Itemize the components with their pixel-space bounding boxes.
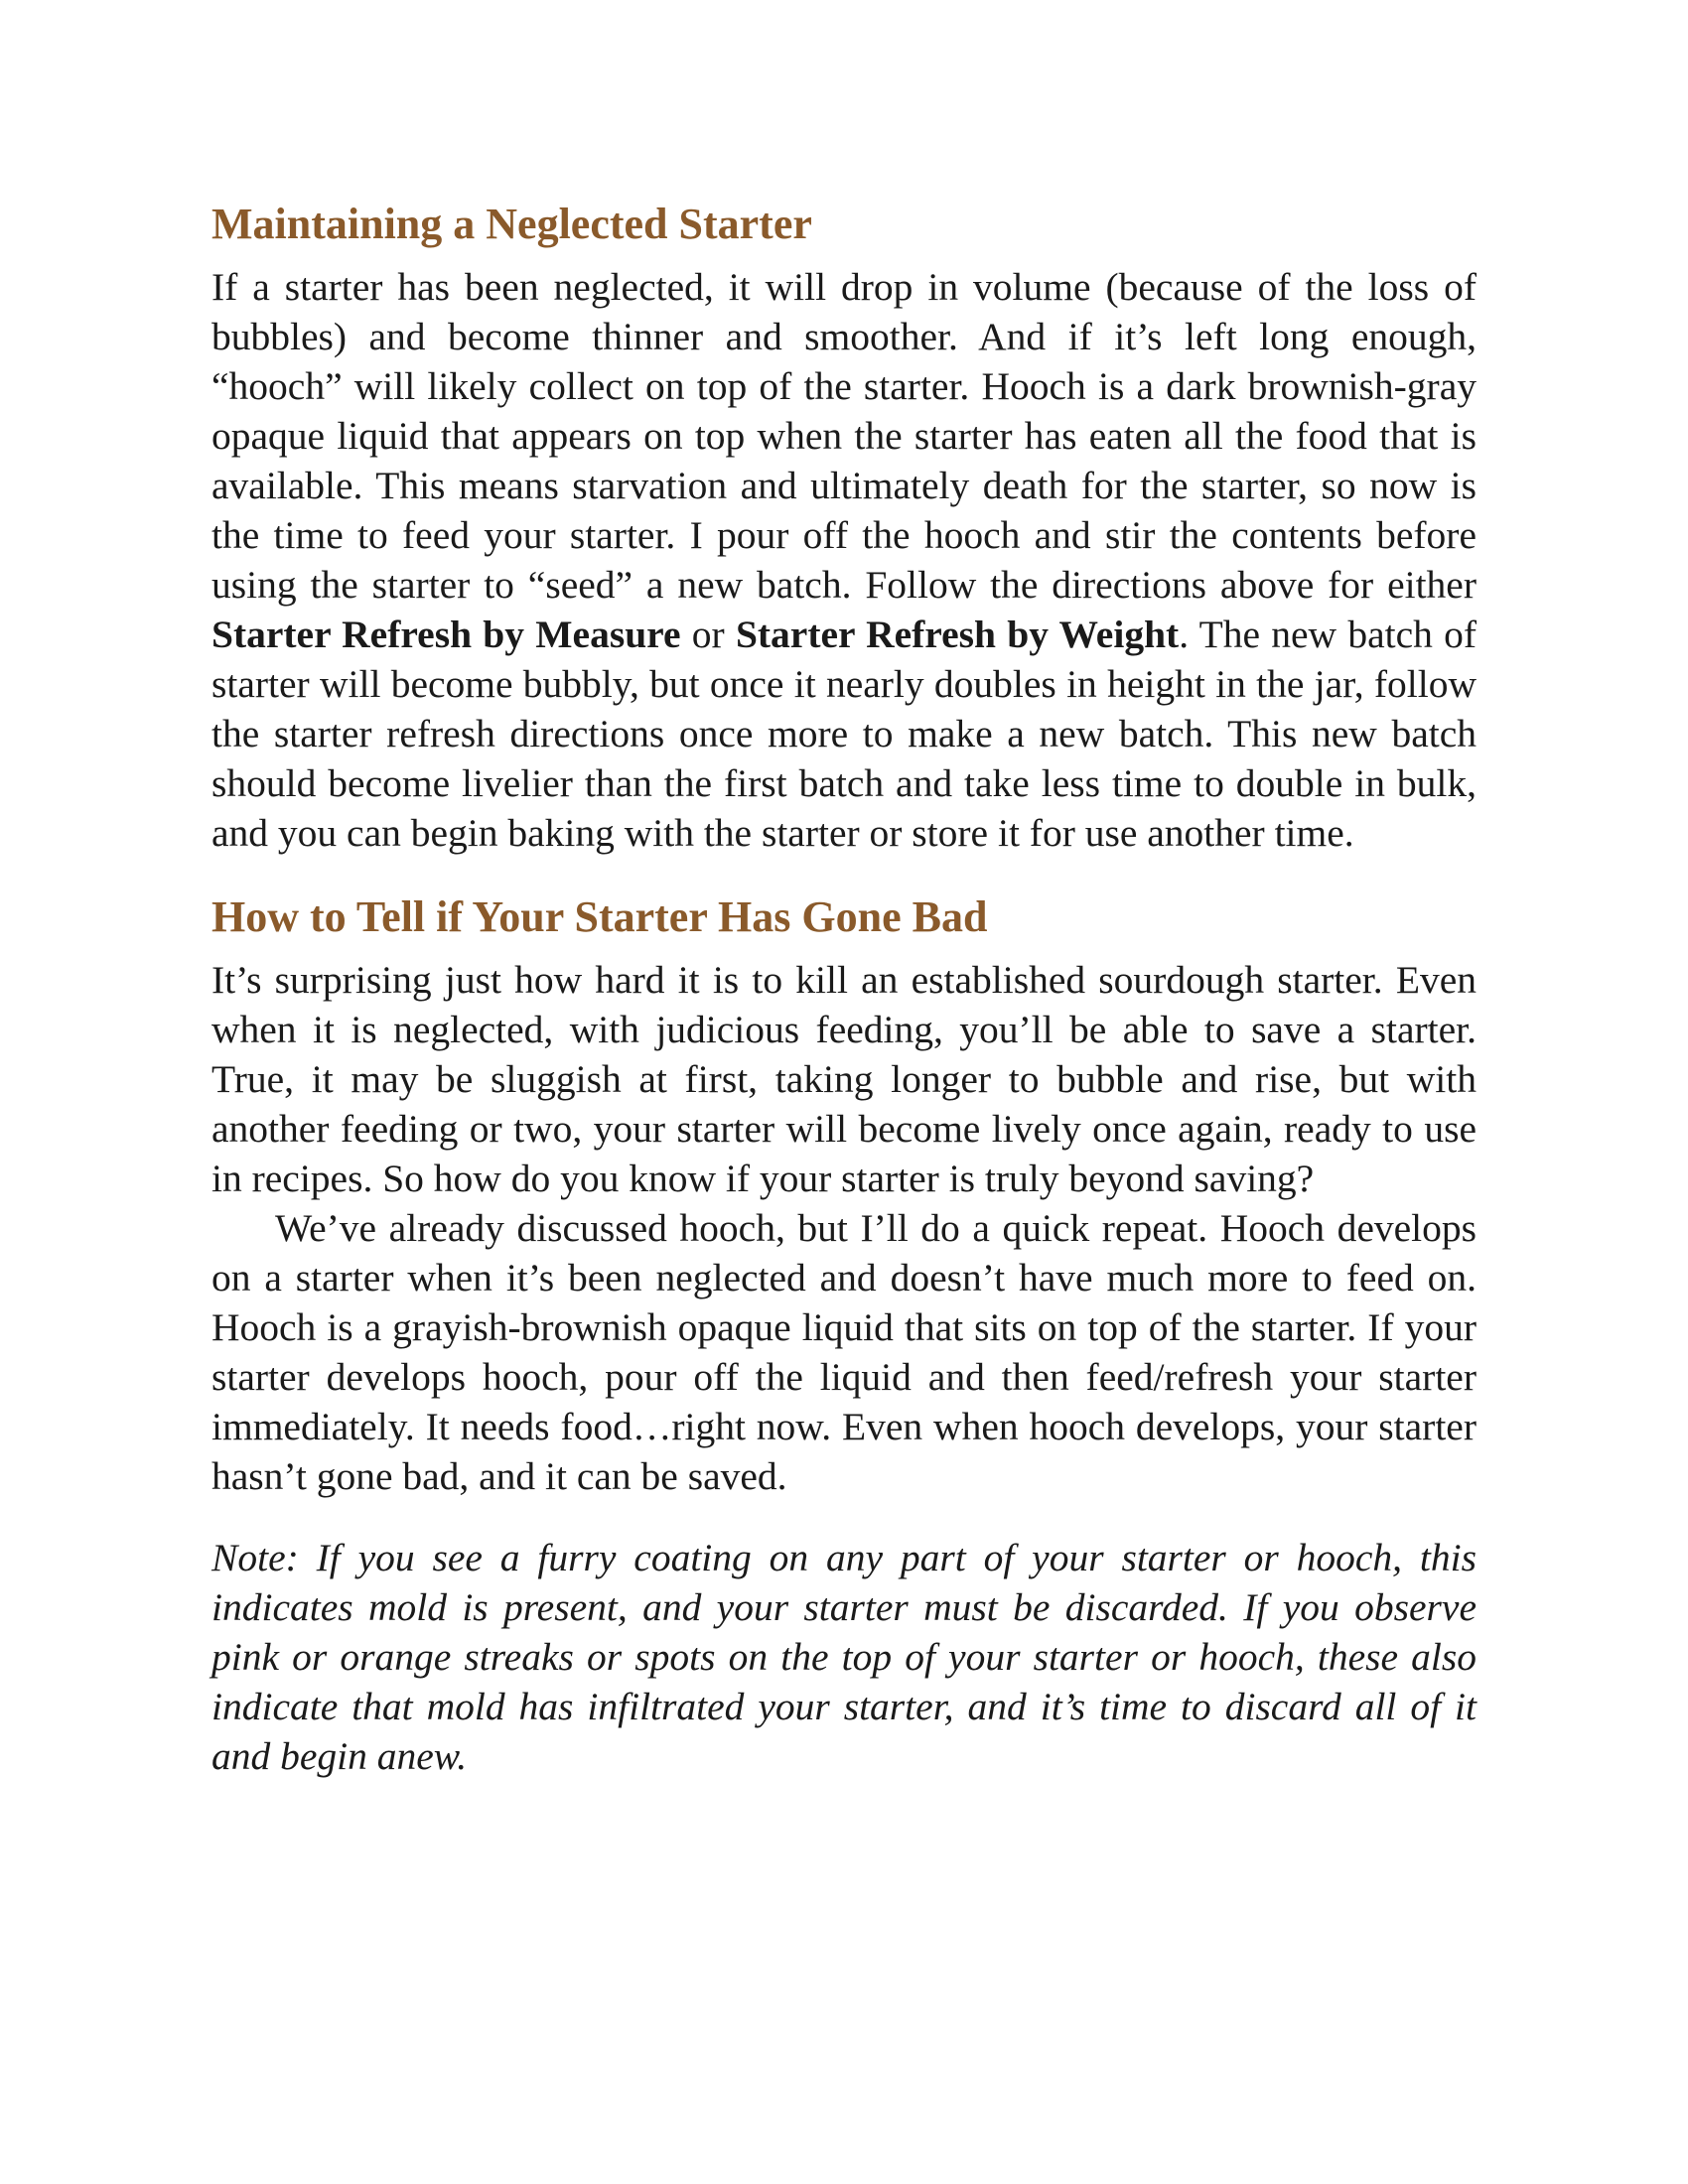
paragraph-gone-bad-2: We’ve already discussed hooch, but I’ll do a quick repeat. Hooch develops on a starter when it’s been neglected and doesn’t have much more to feed on. Hooch is a grayish-brownish opaque liquid that sits on top of the starter. If your starter develops hooch, pour off the liquid and then feed/refresh your starter immediately. It needs food…right now. Even when hooch develops, your starter hasn’t gone bad, and it can be saved. — [211, 1206, 1477, 1498]
paragraph-text: If a starter has been neglected, it will drop in volume (because of the loss of bubbles) and become thinner and smoother. And if it’s left long enough, “hooch” will likely collect on top of the starter. Hooch is a dark brownish-gray opaque liquid that appears on top when the starter has eaten all the food that is available. This means starvation and ultimately death for the starter, so now is the time to feed your starter. I pour off the hooch and stir the contents before using the starter to “seed” a new batch. Follow the directions above for either — [211, 265, 1477, 607]
bold-term-refresh-by-weight: Starter Refresh by Weight — [735, 613, 1180, 656]
bold-term-refresh-by-measure: Starter Refresh by Measure — [211, 613, 681, 656]
section-heading-gone-bad: How to Tell if Your Starter Has Gone Bad — [211, 892, 988, 941]
paragraph-text-continued: . The new batch of starter will become bubbly, but once it nearly doubles in height in the jar, follow the starter refresh directions once more to make a new batch. This new batch should become livelier than the first batch and take less time to double in bulk, and you can begin baking with the starter or store it for use another time. — [211, 613, 1477, 855]
paragraph-connector: or — [680, 613, 736, 656]
paragraph-gone-bad-1: It’s surprising just how hard it is to kill an established sourdough starter. Even when it is neglected, with judicious feeding, you’ll be able to save a starter. True, it may be sluggish at first, taking longer to bubble and rise, but with another feeding or two, your starter will become lively once again, ready to use in recipes. So how do you know if your starter is truly beyond saving? — [211, 958, 1477, 1200]
paragraph-neglected-starter — [211, 262, 1477, 858]
document-page — [211, 195, 1477, 1781]
note-paragraph: Note: If you see a furry coating on any part of your starter or hooch, this indicates mold is present, and your starter must be discarded. If you observe pink or orange streaks or spots on the top of your starter or hooch, these also indicate that mold has infiltrated your starter, and it’s time to discard all of it and begin anew. — [211, 1536, 1477, 1778]
section-heading-neglected-starter: Maintaining a Neglected Starter — [211, 200, 812, 248]
